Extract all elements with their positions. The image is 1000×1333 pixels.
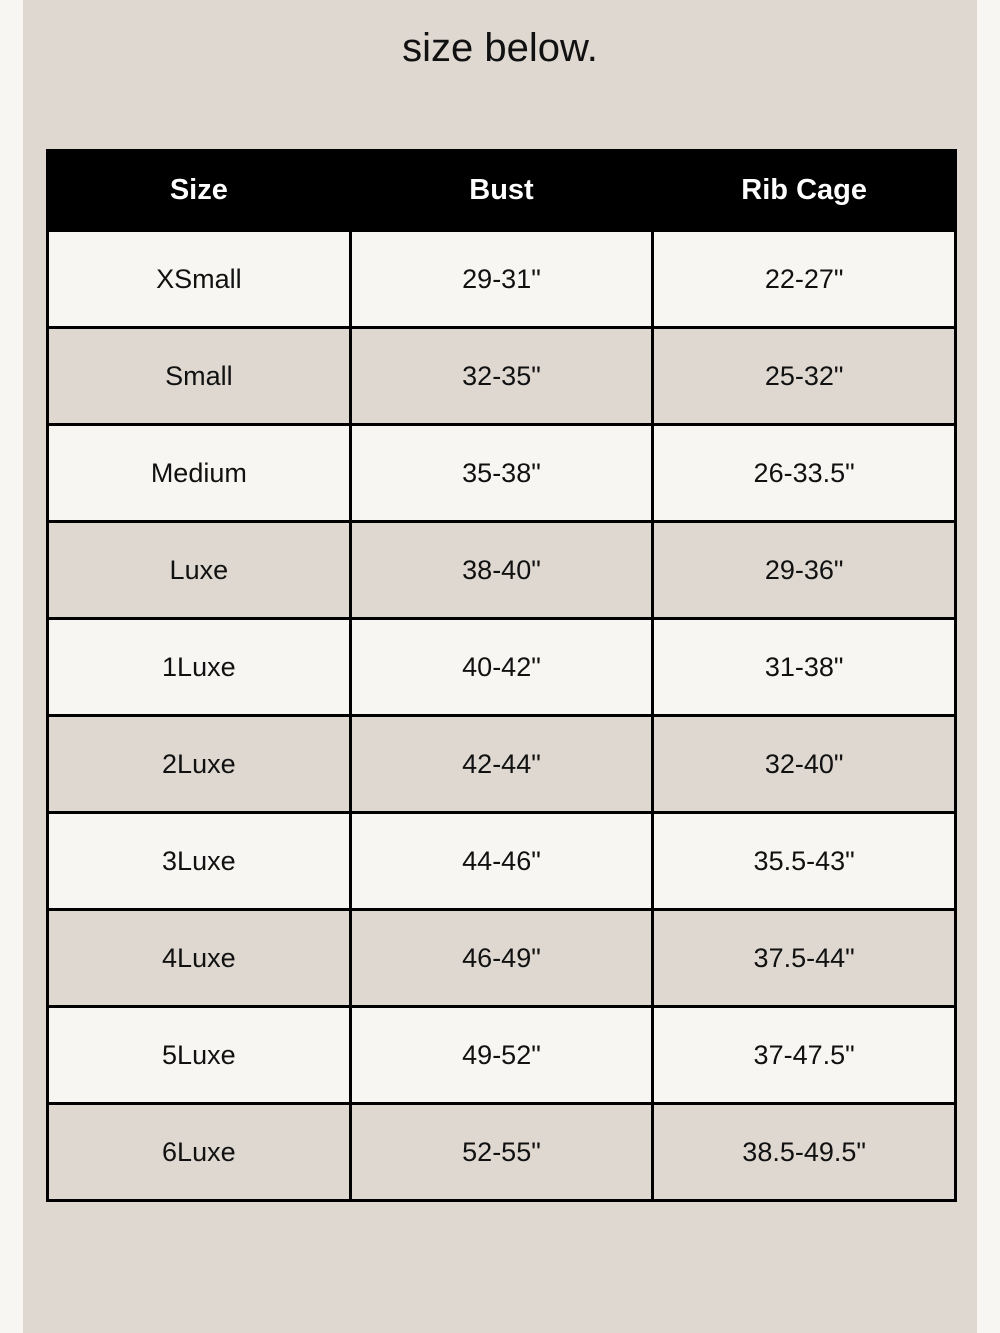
table-row	[48, 425, 956, 522]
rib-cage-cell: 25-32"	[653, 328, 956, 425]
bust-cell: 52-55"	[350, 1104, 653, 1201]
size-chart-table-frame	[46, 149, 954, 1202]
table-header-row	[48, 151, 956, 231]
table-row	[48, 231, 956, 328]
bust-cell: 40-42"	[350, 619, 653, 716]
rib-cage-cell: 29-36"	[653, 522, 956, 619]
bust-cell: 44-46"	[350, 813, 653, 910]
rib-cage-cell: 31-38"	[653, 619, 956, 716]
table-row	[48, 522, 956, 619]
bust-cell: 35-38"	[350, 425, 653, 522]
size-cell: Medium	[48, 425, 351, 522]
column-header-rib-cage: Rib Cage	[653, 151, 956, 231]
rib-cage-cell: 37.5-44"	[653, 910, 956, 1007]
size-cell: Small	[48, 328, 351, 425]
size-cell: 6Luxe	[48, 1104, 351, 1201]
table-row	[48, 1007, 956, 1104]
bust-cell: 38-40"	[350, 522, 653, 619]
rib-cage-cell: 37-47.5"	[653, 1007, 956, 1104]
rib-cage-cell: 22-27"	[653, 231, 956, 328]
size-cell: 1Luxe	[48, 619, 351, 716]
table-row	[48, 1104, 956, 1201]
table-row	[48, 813, 956, 910]
bust-cell: 29-31"	[350, 231, 653, 328]
size-cell: 2Luxe	[48, 716, 351, 813]
column-header-size: Size	[48, 151, 351, 231]
rib-cage-cell: 38.5-49.5"	[653, 1104, 956, 1201]
rib-cage-cell: 32-40"	[653, 716, 956, 813]
size-cell: 5Luxe	[48, 1007, 351, 1104]
table-row	[48, 716, 956, 813]
content-panel	[23, 0, 977, 1333]
size-cell: 4Luxe	[48, 910, 351, 1007]
table-row	[48, 328, 956, 425]
column-header-bust: Bust	[350, 151, 653, 231]
rib-cage-cell: 26-33.5"	[653, 425, 956, 522]
size-cell: XSmall	[48, 231, 351, 328]
size-chart-table	[46, 149, 957, 1202]
bust-cell: 46-49"	[350, 910, 653, 1007]
bust-cell: 32-35"	[350, 328, 653, 425]
rib-cage-cell: 35.5-43"	[653, 813, 956, 910]
size-cell: Luxe	[48, 522, 351, 619]
table-row	[48, 619, 956, 716]
bust-cell: 42-44"	[350, 716, 653, 813]
table-row	[48, 910, 956, 1007]
bust-cell: 49-52"	[350, 1007, 653, 1104]
size-cell: 3Luxe	[48, 813, 351, 910]
size-heading: size below.	[402, 26, 598, 70]
